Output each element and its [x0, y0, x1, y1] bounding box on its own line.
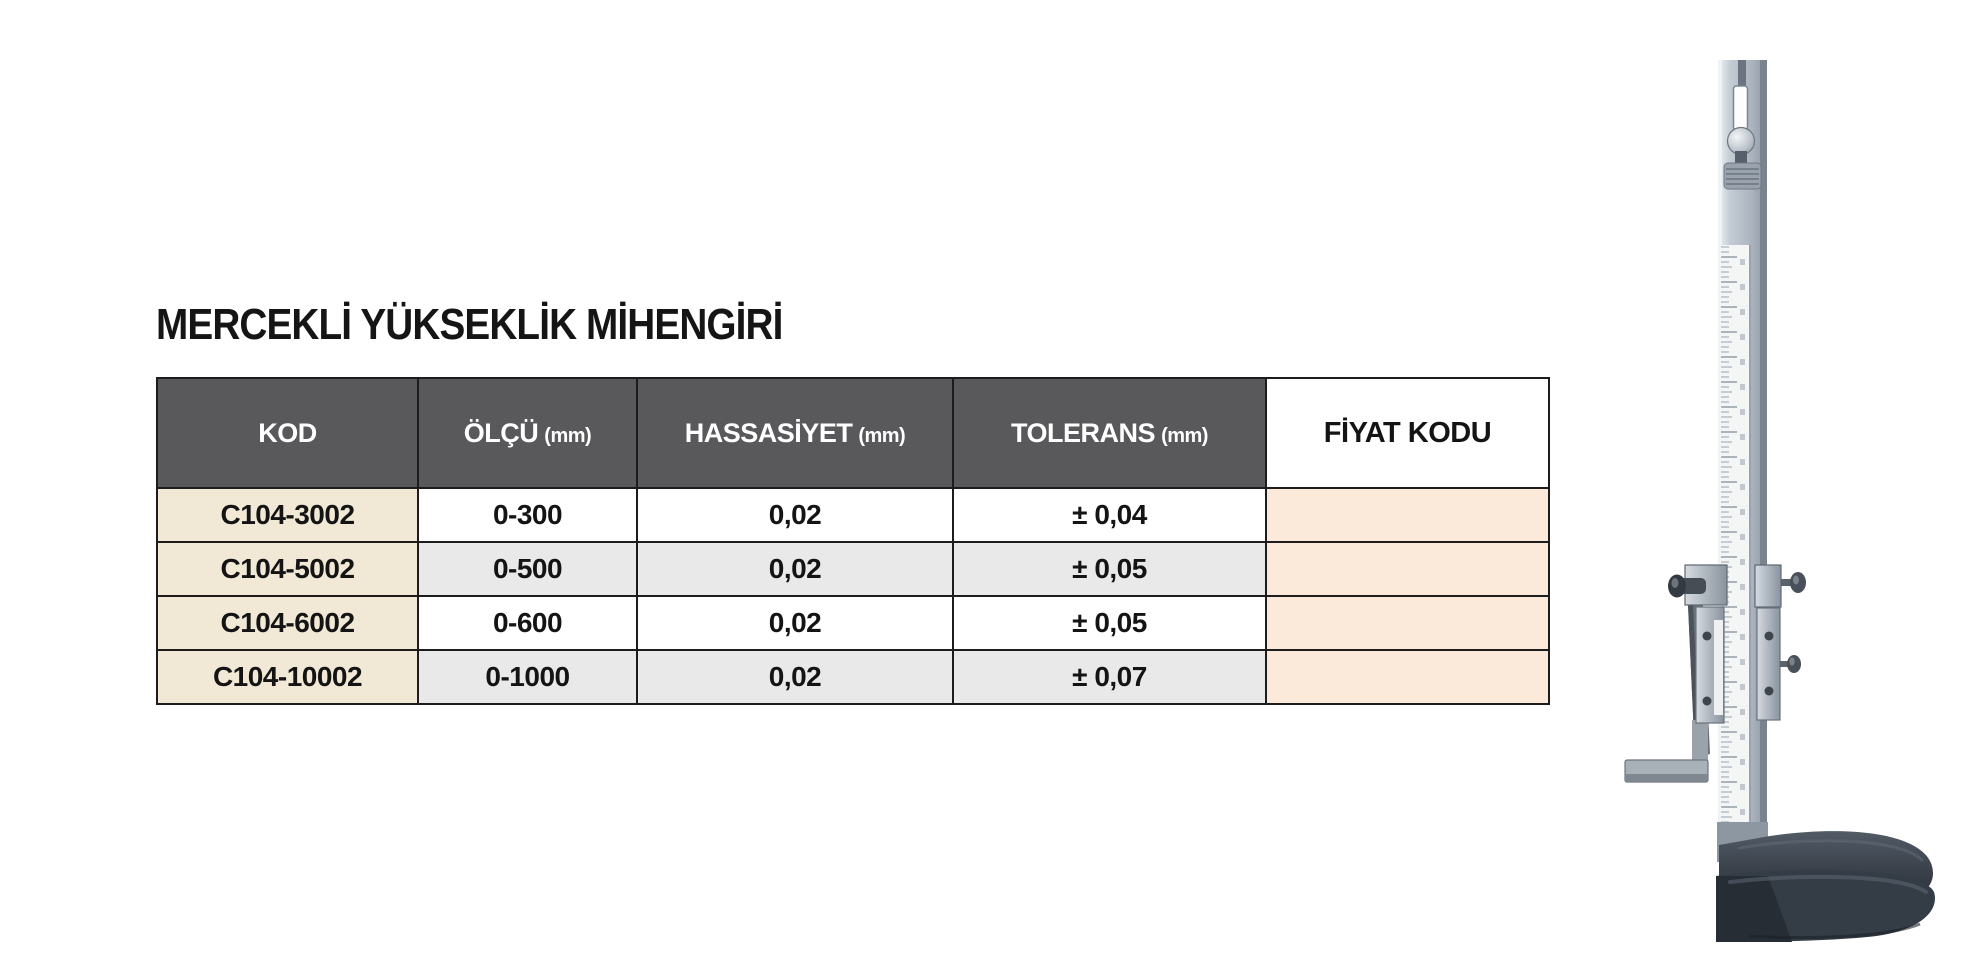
- olcu-cell: 0-500: [418, 542, 637, 596]
- header-label: ÖLÇÜ: [463, 417, 539, 448]
- kod-cell: C104-3002: [157, 488, 418, 542]
- header-unit: (mm): [858, 424, 906, 447]
- table-row: [157, 596, 1549, 650]
- kod-cell: C104-10002: [157, 650, 418, 704]
- column-header-kod: [157, 378, 418, 488]
- product-spec-table: [156, 377, 1550, 705]
- gauge-column: [1718, 60, 1767, 860]
- header-label: TOLERANS: [1011, 417, 1156, 448]
- header-unit: (mm): [544, 424, 592, 447]
- olcu-cell: 0-300: [418, 488, 637, 542]
- tolerans-cell: ± 0,05: [953, 596, 1266, 650]
- height-gauge-photo: [1600, 30, 1945, 950]
- gauge-carriage: [1625, 565, 1806, 782]
- tolerans-cell: ± 0,04: [953, 488, 1266, 542]
- tolerans-cell: ± 0,07: [953, 650, 1266, 704]
- header-label: FİYAT KODU: [1323, 416, 1492, 449]
- page-title: MERCEKLİ YÜKSEKLİK MİHENGİRİ: [156, 300, 783, 349]
- fiyat-kodu-cell: [1266, 542, 1549, 596]
- hassasiyet-cell: 0,02: [637, 650, 953, 704]
- header-unit: (mm): [1161, 424, 1208, 447]
- fiyat-kodu-cell: [1266, 650, 1549, 704]
- table-row: [157, 542, 1549, 596]
- table-row: [157, 488, 1549, 542]
- kod-cell: C104-5002: [157, 542, 418, 596]
- tolerans-cell: ± 0,05: [953, 542, 1266, 596]
- hassasiyet-cell: 0,02: [637, 488, 953, 542]
- column-header-fiyat-kodu: [1266, 378, 1549, 488]
- top-knob-icon: [1728, 128, 1755, 155]
- column-header-hassasiyet: [637, 378, 953, 488]
- top-clamp-icon: [1724, 163, 1761, 189]
- table-header-row: [157, 378, 1549, 488]
- header-label: KOD: [258, 417, 317, 448]
- fiyat-kodu-cell: [1266, 488, 1549, 542]
- hassasiyet-cell: 0,02: [637, 542, 953, 596]
- column-header-tolerans: [953, 378, 1266, 488]
- column-header-olcu: [418, 378, 637, 488]
- hassasiyet-cell: 0,02: [637, 596, 953, 650]
- kod-cell: C104-6002: [157, 596, 418, 650]
- header-label: HASSASİYET: [684, 417, 853, 448]
- table-row: [157, 650, 1549, 704]
- fiyat-kodu-cell: [1266, 596, 1549, 650]
- olcu-cell: 0-1000: [418, 650, 637, 704]
- olcu-cell: 0-600: [418, 596, 637, 650]
- gauge-base: [1716, 822, 1935, 942]
